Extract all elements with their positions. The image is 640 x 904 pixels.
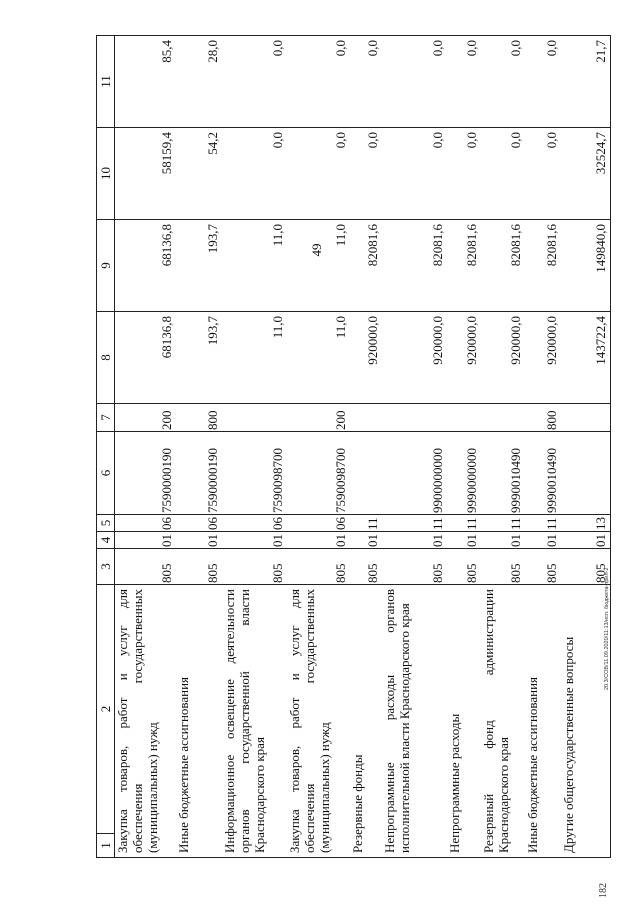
cell-c6: 9990010490: [525, 432, 561, 515]
cell-c4: 01: [287, 532, 350, 549]
header-col-4: 4: [97, 532, 115, 549]
cell-c7: [447, 404, 481, 432]
header-col-9: 9: [97, 220, 115, 312]
cell-c6: 9990000000: [447, 432, 481, 515]
cell-c8: 143722,4: [561, 312, 611, 404]
table-row: [115, 36, 176, 858]
row-name: Резервные фонды: [350, 585, 382, 858]
cell-c8: 920000,0: [382, 312, 447, 404]
cell-c5: 13: [561, 515, 611, 532]
cell-c10: 0,0: [481, 128, 525, 220]
table-row: [222, 36, 287, 858]
cell-c3: 805: [447, 549, 481, 585]
cell-c3: 805: [115, 549, 176, 585]
cell-c4: 01: [115, 532, 176, 549]
table-row: [561, 36, 611, 858]
cell-c7: [561, 404, 611, 432]
header-col-2: 2: [97, 585, 115, 834]
cell-c8: 68136,8: [115, 312, 176, 404]
cell-c11: 0,0: [525, 36, 561, 128]
row-name: Иные бюджетные ассигнования: [176, 585, 222, 858]
cell-c3: 805: [287, 549, 350, 585]
cell-c3: 805: [561, 549, 611, 585]
cell-c5: 06: [115, 515, 176, 532]
cell-c4: 01: [525, 532, 561, 549]
table-row: [481, 36, 525, 858]
cell-c11: 0,0: [287, 36, 350, 128]
cell-c10: 0,0: [525, 128, 561, 220]
cell-c7: 200: [115, 404, 176, 432]
cell-c8: 920000,0: [350, 312, 382, 404]
cell-c10: 0,0: [287, 128, 350, 220]
cell-c11: 0,0: [447, 36, 481, 128]
row-name: Другие общегосударственные вопросы: [561, 585, 611, 858]
cell-c9: 11,0: [287, 220, 350, 312]
cell-c10: 54,2: [176, 128, 222, 220]
cell-c5: 11: [350, 515, 382, 532]
corner-page-number: 182: [598, 883, 609, 898]
cell-c5: 06: [176, 515, 222, 532]
row-name: Непрограммные расходы: [447, 585, 481, 858]
cell-c9: 149840,0: [561, 220, 611, 312]
cell-c5: 11: [525, 515, 561, 532]
cell-c8: 920000,0: [525, 312, 561, 404]
cell-c5: 06: [222, 515, 287, 532]
cell-c7: [350, 404, 382, 432]
cell-c9: 82081,6: [525, 220, 561, 312]
row-name: Иные бюджетные ассигнования: [525, 585, 561, 858]
cell-c6: 7590098700: [287, 432, 350, 515]
table-row: [287, 36, 350, 858]
cell-c9: 82081,6: [350, 220, 382, 312]
footer-code: 20.3/СОВ/11.09.2020/11:13/исп. бюджета-прил-2: [604, 567, 610, 690]
cell-c6: 7590098700: [222, 432, 287, 515]
cell-c4: 01: [176, 532, 222, 549]
cell-c4: 01: [561, 532, 611, 549]
row-name: Закупка товаров, работ и услуг для обеспечения государственных (муниципальных) нужд: [115, 585, 176, 858]
cell-c9: 68136,8: [115, 220, 176, 312]
cell-c3: 805: [481, 549, 525, 585]
cell-c11: 0,0: [382, 36, 447, 128]
cell-c9: 193,7: [176, 220, 222, 312]
table-row: [176, 36, 222, 858]
cell-c11: 0,0: [222, 36, 287, 128]
row-name: Непрограммные расходы органов исполнительной власти Краснодарского края: [382, 585, 447, 858]
cell-c10: 0,0: [350, 128, 382, 220]
cell-c7: 800: [176, 404, 222, 432]
header-col-5: 5: [97, 515, 115, 532]
cell-c7: 800: [525, 404, 561, 432]
header-col-7: 7: [97, 404, 115, 432]
table-row: [382, 36, 447, 858]
cell-c6: 9900000000: [382, 432, 447, 515]
cell-c6: 9990010490: [481, 432, 525, 515]
cell-c6: 7590000190: [115, 432, 176, 515]
cell-c4: 01: [447, 532, 481, 549]
cell-c3: 805: [176, 549, 222, 585]
cell-c7: [222, 404, 287, 432]
cell-c5: 11: [447, 515, 481, 532]
cell-c11: 0,0: [481, 36, 525, 128]
cell-c8: 193,7: [176, 312, 222, 404]
cell-c7: [481, 404, 525, 432]
header-col-1: 1: [97, 834, 115, 858]
cell-c10: 0,0: [447, 128, 481, 220]
cell-c7: 200: [287, 404, 350, 432]
cell-c3: 805: [222, 549, 287, 585]
header-col-3: 3: [97, 549, 115, 585]
header-col-11: 11: [97, 36, 115, 128]
row-name: Информационное освещение деятельности органов государственной власти Краснодарского края: [222, 585, 287, 858]
cell-c3: 805: [350, 549, 382, 585]
header-col-10: 10: [97, 128, 115, 220]
table-row: [447, 36, 481, 858]
row-name: Закупка товаров, работ и услуг для обеспечения государственных (муниципальных) нужд: [287, 585, 350, 858]
cell-c4: 01: [222, 532, 287, 549]
cell-c5: 06: [287, 515, 350, 532]
table-row: [350, 36, 382, 858]
cell-c9: 11,0: [222, 220, 287, 312]
cell-c4: 01: [481, 532, 525, 549]
cell-c10: 32524,7: [561, 128, 611, 220]
cell-c9: 82081,6: [447, 220, 481, 312]
header-col-8: 8: [97, 312, 115, 404]
cell-c4: 01: [350, 532, 382, 549]
cell-c6: 7590000190: [176, 432, 222, 515]
cell-c9: 82081,6: [481, 220, 525, 312]
cell-c6: [350, 432, 382, 515]
cell-c11: 0,0: [350, 36, 382, 128]
cell-c7: [382, 404, 447, 432]
cell-c5: 11: [481, 515, 525, 532]
cell-c3: 805: [525, 549, 561, 585]
cell-c10: 0,0: [222, 128, 287, 220]
cell-c10: 58159,4: [115, 128, 176, 220]
cell-c4: 01: [382, 532, 447, 549]
cell-c8: 11,0: [222, 312, 287, 404]
cell-c10: 0,0: [382, 128, 447, 220]
cell-c8: 11,0: [287, 312, 350, 404]
row-name: Резервный фонд администрации Краснодарского края: [481, 585, 525, 858]
table-row: [525, 36, 561, 858]
cell-c5: 11: [382, 515, 447, 532]
header-col-6: 6: [97, 432, 115, 515]
budget-table: [96, 35, 611, 858]
cell-c9: 82081,6: [382, 220, 447, 312]
page-number: 49: [309, 243, 324, 257]
cell-c11: 28,0: [176, 36, 222, 128]
cell-c8: 920000,0: [447, 312, 481, 404]
cell-c3: 805: [382, 549, 447, 585]
cell-c11: 85,4: [115, 36, 176, 128]
cell-c11: 21,7: [561, 36, 611, 128]
cell-c8: 920000,0: [481, 312, 525, 404]
header-row: [97, 36, 115, 858]
cell-c6: [561, 432, 611, 515]
